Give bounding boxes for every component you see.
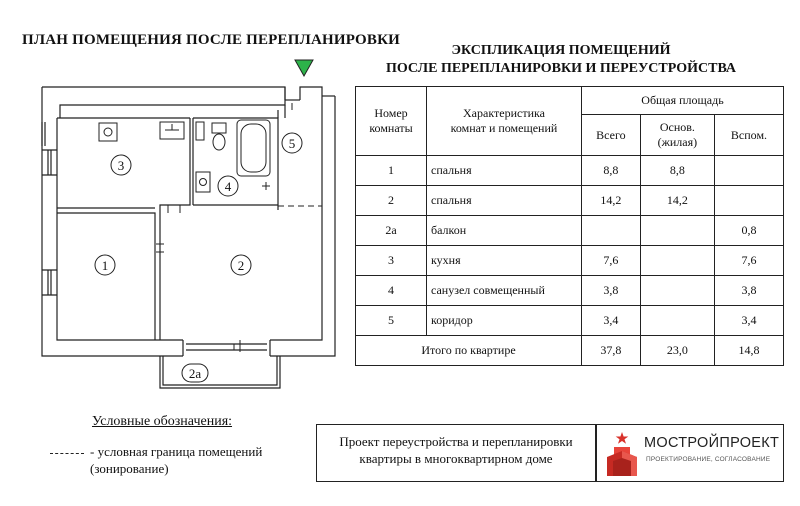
entrance-arrow-icon xyxy=(295,60,313,76)
wall-top xyxy=(42,87,285,118)
wall-left-outer xyxy=(42,87,183,356)
room-label-5: 5 xyxy=(288,136,296,151)
header-number: Номер комнаты xyxy=(356,87,427,156)
explication-title xyxy=(356,42,766,78)
table-row: 5 коридор 3,4 3,4 xyxy=(356,306,784,336)
wall-left-inner xyxy=(57,118,183,340)
wall-top-right xyxy=(285,87,322,106)
legend-item xyxy=(50,443,262,477)
plan-title: ПЛАН ПОМЕЩЕНИЯ ПОСЛЕ ПЕРЕПЛАНИРОВКИ xyxy=(22,32,401,48)
room-label-1: 1 xyxy=(101,258,109,273)
project-line1: Проект переустройства и перепланировки xyxy=(339,434,573,449)
table-total-row: Итого по квартире 37,8 23,0 14,8 xyxy=(356,336,784,366)
dashed-line-icon xyxy=(50,453,84,454)
explication-title-line2: ПОСЛЕ ПЕРЕПЛАНИРОВКИ И ПЕРЕУСТРОЙСТВА xyxy=(385,61,737,76)
wall-bathroom xyxy=(193,118,278,210)
wall-right-outer xyxy=(270,96,335,356)
legend-item-line1: - условная граница помещений xyxy=(90,444,263,459)
header-all: Всего xyxy=(582,115,641,156)
room-label-3: 3 xyxy=(117,158,125,173)
table-row: 2 спальня 14,2 14,2 xyxy=(356,186,784,216)
stove-icon xyxy=(99,123,117,141)
balcony xyxy=(160,356,280,388)
floor-plan xyxy=(0,0,350,400)
table-row: 4 санузел совмещенный 3,8 3,8 xyxy=(356,276,784,306)
project-title-box xyxy=(316,424,596,482)
logo-tagline: ПРОЕКТИРОВАНИЕ, СОГЛАСОВАНИЕ xyxy=(646,456,771,463)
header-total-area: Общая площадь xyxy=(582,87,784,115)
room-label-4: 4 xyxy=(224,179,232,194)
logo-name: МОСТРОЙПРОЕКТ xyxy=(644,435,780,451)
explication-table xyxy=(355,86,784,366)
legend-title: Условные обозначения: xyxy=(92,414,233,429)
room-label-2: 2 xyxy=(237,258,245,273)
explication-title-line1: ЭКСПЛИКАЦИЯ ПОМЕЩЕНИЙ xyxy=(451,43,671,58)
wall-bedroom1 xyxy=(57,208,155,340)
header-description: Характеристика комнат и помещений xyxy=(427,87,582,156)
legend-item-line2: (зонирование) xyxy=(90,461,169,476)
table-row: 1 спальня 8,8 8,8 xyxy=(356,156,784,186)
table-row: 2а балкон 0,8 xyxy=(356,216,784,246)
bathtub-icon xyxy=(237,120,270,176)
legend xyxy=(92,414,232,430)
room-label-2a: 2а xyxy=(188,366,202,381)
logo-box xyxy=(596,424,784,482)
table-row: 3 кухня 7,6 7,6 xyxy=(356,246,784,276)
logo-building-icon xyxy=(603,429,641,479)
header-aux: Вспом. xyxy=(714,115,783,156)
washbasin-icon xyxy=(196,172,210,192)
washing-machine-icon xyxy=(196,122,204,140)
toilet-icon xyxy=(212,123,226,133)
header-main: Основ. (жилая) xyxy=(640,115,714,156)
project-line2: квартиры в многоквартирном доме xyxy=(359,451,553,466)
wall-kitchen-right xyxy=(160,118,190,340)
